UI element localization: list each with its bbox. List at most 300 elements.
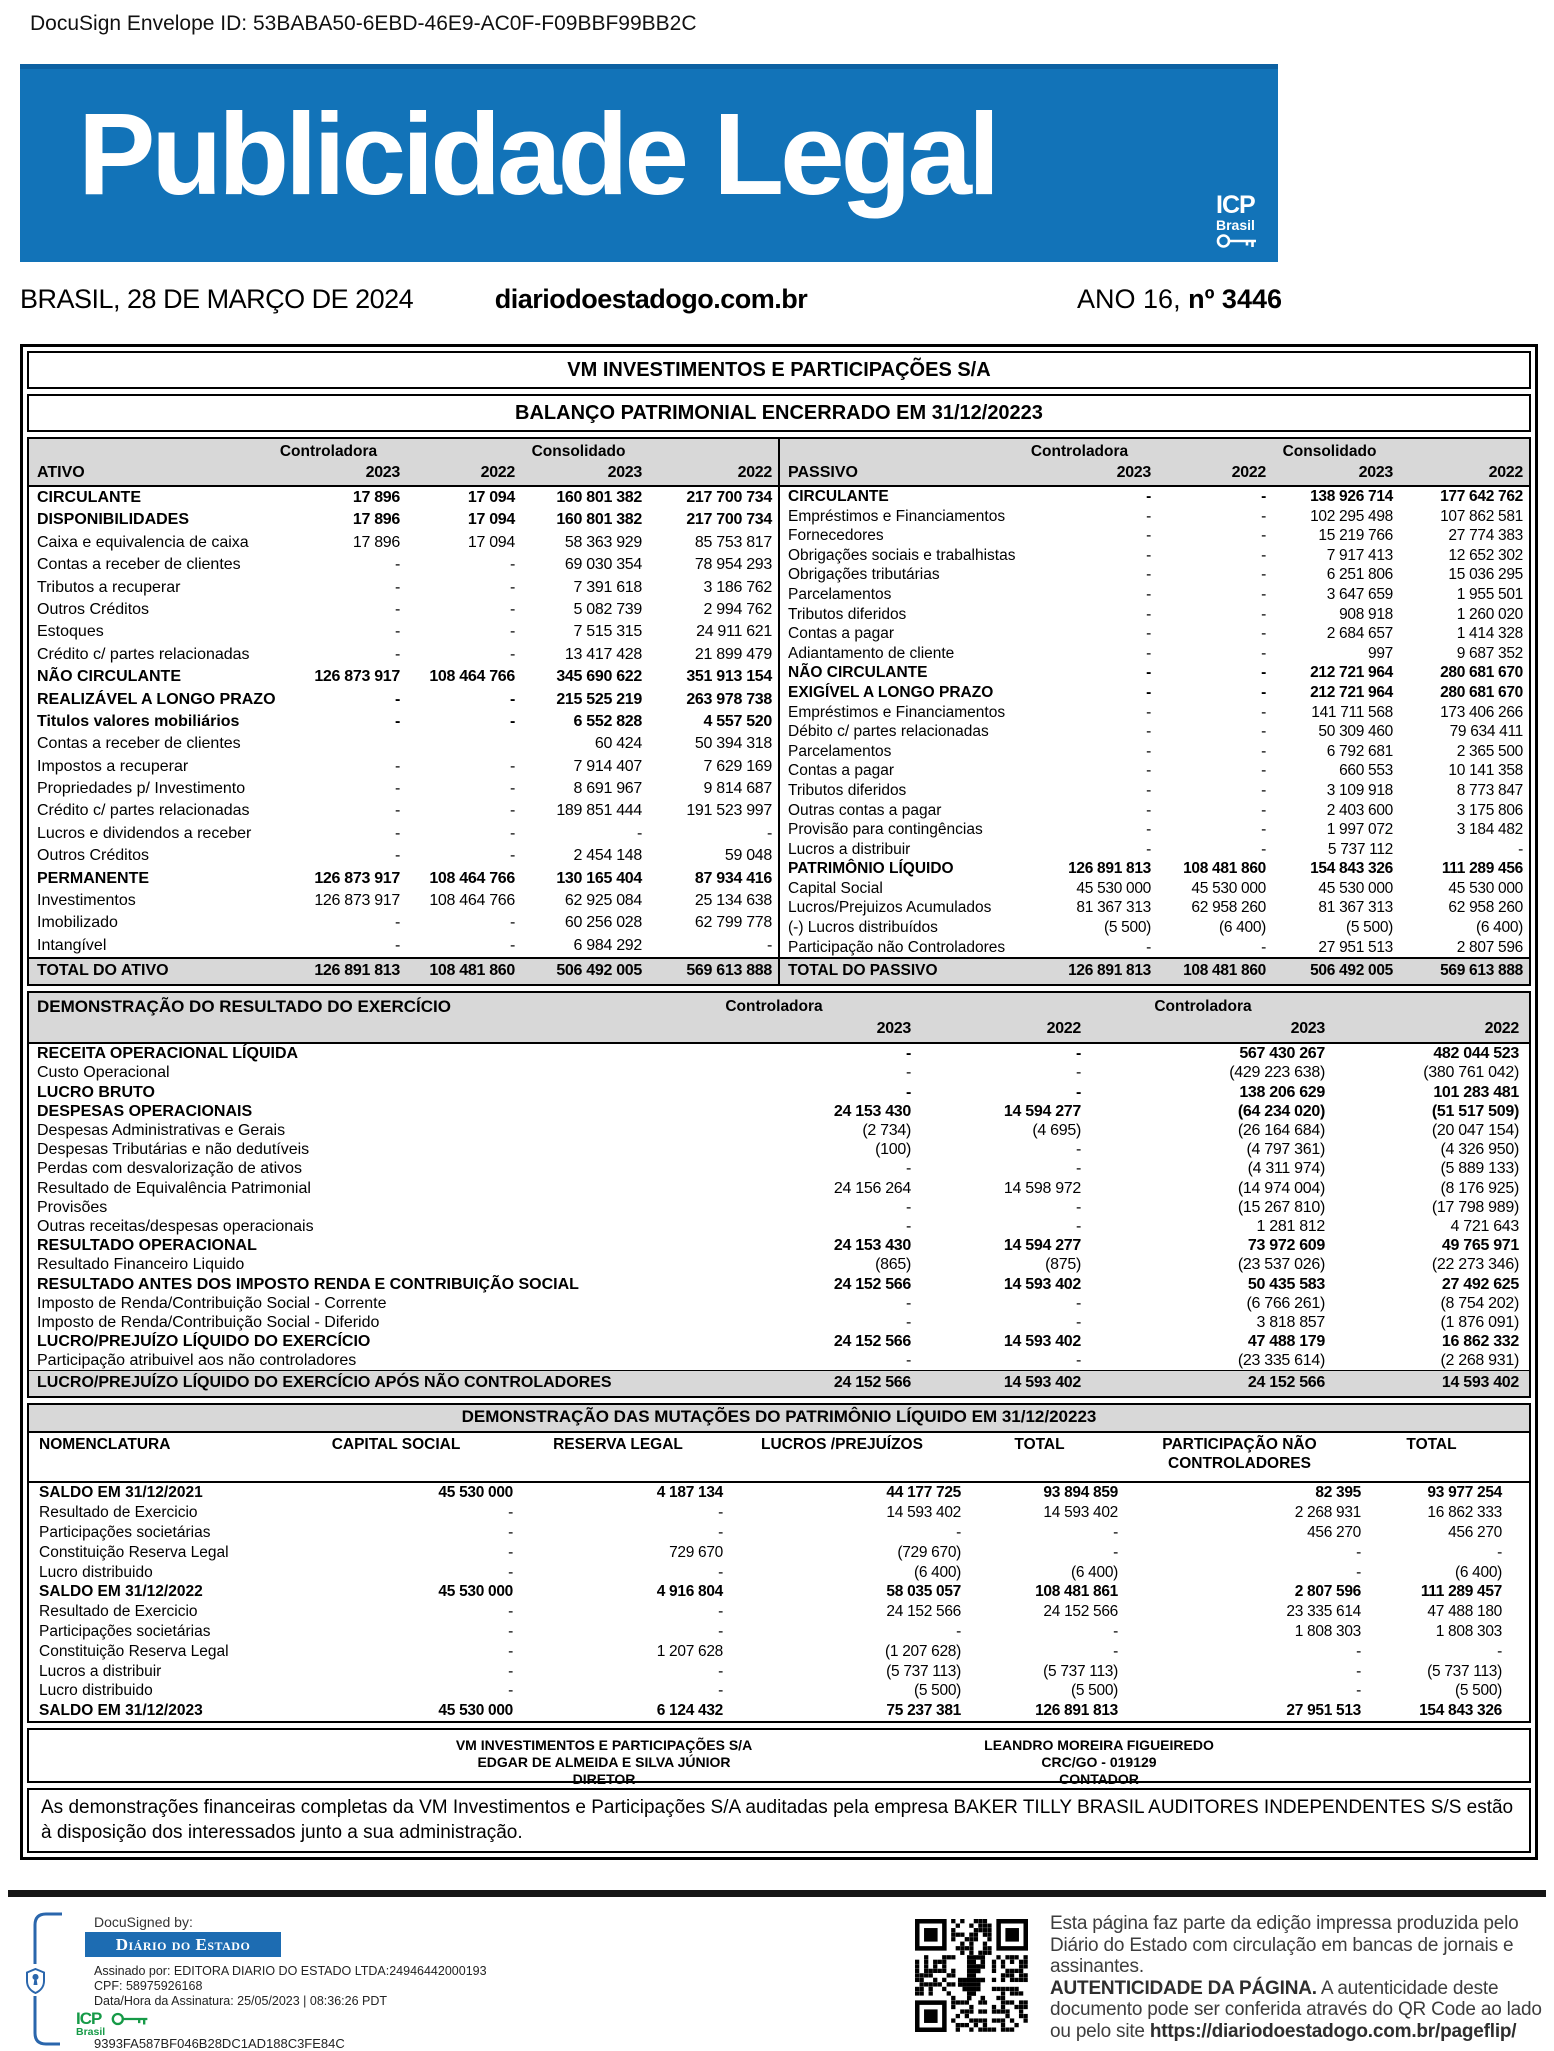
passivo-body — [780, 487, 1529, 957]
cell-value: - — [394, 757, 400, 775]
cell-value: - — [509, 936, 515, 954]
row-label: DISPONIBILIDADES — [37, 511, 190, 529]
row-label: CIRCULANTE — [37, 489, 141, 506]
footer-link: https://diariodoestadogo.com.br/pageflip/ — [1149, 2020, 1517, 2042]
row-label: Adiantamento de cliente — [788, 644, 955, 662]
cell-value: 93 894 859 — [1043, 1484, 1118, 1502]
cell-value: (4 797 361) — [1246, 1141, 1325, 1159]
cell-value: - — [1261, 507, 1266, 525]
table-row — [780, 487, 1529, 507]
cell-value: - — [1146, 840, 1151, 858]
cell-value: 81 367 313 — [1076, 899, 1151, 917]
row-label: Obrigações sociais e trabalhistas — [788, 546, 1016, 564]
cell-value: - — [1261, 644, 1266, 662]
table-row — [780, 959, 1529, 984]
cell-value: - — [1261, 801, 1266, 819]
cell-value: - — [508, 1623, 513, 1641]
cell-value: - — [1146, 625, 1151, 643]
cell-value: 62 925 084 — [564, 892, 642, 910]
cell-value: 14 598 972 — [1003, 1179, 1081, 1197]
row-label: Perdas com desvalorização de ativos — [37, 1160, 303, 1178]
cell-value: - — [766, 824, 772, 842]
cell-value: 3 184 482 — [1456, 821, 1523, 839]
table-row — [29, 778, 778, 800]
row-label: RESULTADO OPERACIONAL — [37, 1237, 257, 1255]
cell-value: (2 734) — [862, 1122, 911, 1139]
cell-value: 2 454 148 — [573, 847, 642, 865]
cell-value: 62 958 260 — [1191, 899, 1266, 917]
cell-value: 50 435 583 — [1247, 1275, 1325, 1293]
cell-value: - — [1261, 781, 1266, 799]
table-row — [780, 683, 1529, 703]
row-label: LUCRO/PREJUÍZO LÍQUIDO DO EXERCÍCIO APÓS NÃO CONTROLADORES — [37, 1374, 612, 1392]
table-row — [29, 1255, 1529, 1274]
row-label: Resultado Financeiro Liquido — [37, 1256, 245, 1274]
table-row — [780, 918, 1529, 938]
cell-value: 27 951 513 — [1318, 938, 1393, 956]
cell-value: 24 153 430 — [833, 1102, 911, 1120]
cell-value: 59 048 — [724, 847, 772, 865]
table-row — [29, 935, 778, 957]
row-label: SALDO EM 31/12/2021 — [39, 1484, 203, 1502]
row-label: Resultado de Equivalência Patrimonial — [37, 1179, 311, 1197]
cell-value: 75 237 381 — [886, 1702, 961, 1720]
row-label: Caixa e equivalencia de caixa — [37, 533, 249, 551]
table-row — [29, 800, 778, 822]
cell-value: 16 862 332 — [1441, 1333, 1519, 1351]
cell-value: 13 417 428 — [564, 645, 642, 663]
cell-value: 9 687 352 — [1456, 644, 1523, 662]
cell-value: 7 391 618 — [573, 578, 642, 596]
cell-value: (5 737 113) — [1427, 1662, 1502, 1680]
cell-value: - — [509, 690, 515, 708]
cell-value: - — [1356, 1543, 1361, 1561]
row-label: PERMANENTE — [37, 869, 150, 887]
cell-value: 1 414 328 — [1456, 625, 1523, 643]
table-row — [780, 938, 1529, 958]
cell-value: - — [718, 1603, 723, 1621]
cell-value: - — [1261, 762, 1266, 780]
cell-value: 60 256 028 — [564, 914, 642, 932]
cell-value: 217 700 734 — [686, 489, 772, 506]
cell-value: 24 152 566 — [833, 1333, 911, 1351]
table-row — [29, 823, 778, 845]
table-row — [29, 1159, 1529, 1178]
table-row — [29, 1503, 1529, 1523]
ativo-total-row — [29, 957, 778, 984]
signature-left: VM INVESTIMENTOS E PARTICIPAÇÕES S/A EDGAR DE ALMEIDA E SILVA JÚNIOR DIRETOR — [455, 1737, 753, 1787]
cell-value: - — [1146, 683, 1151, 701]
cell-value: - — [905, 1083, 911, 1101]
balance-sheet-table — [27, 437, 1531, 986]
cell-value: 7 515 315 — [573, 623, 642, 641]
row-label: Despesas Administrativas e Gerais — [37, 1122, 286, 1139]
cell-value: 3 818 857 — [1256, 1313, 1325, 1331]
cell-value: 569 613 888 — [1440, 962, 1523, 980]
cell-value: 111 289 456 — [1441, 860, 1523, 878]
table-row — [29, 1313, 1529, 1332]
cell-value: 6 984 292 — [573, 936, 642, 954]
row-label: Outras receitas/despesas operacionais — [37, 1217, 314, 1235]
table-row — [29, 1523, 1529, 1543]
table-row — [29, 1294, 1529, 1313]
table-row — [29, 1602, 1529, 1622]
cell-value: - — [1356, 1642, 1361, 1660]
cell-value: 17 896 — [352, 533, 400, 551]
cell-value: 10 141 358 — [1448, 762, 1523, 780]
mutacoes-table — [27, 1403, 1531, 1723]
row-label: (-) Lucros distribuídos — [788, 919, 938, 937]
cell-value: 45 530 000 — [438, 1484, 513, 1502]
table-row — [29, 868, 778, 890]
qr-code — [915, 1918, 1028, 2033]
dre-table — [27, 991, 1531, 1398]
cell-value: 108 481 861 — [1035, 1583, 1118, 1601]
cell-value: 126 891 813 — [314, 962, 400, 980]
cell-value: - — [1497, 1642, 1502, 1660]
table-row — [780, 840, 1529, 860]
cell-value: 7 629 169 — [703, 757, 772, 775]
cell-value: - — [718, 1524, 723, 1542]
table-row — [780, 879, 1529, 899]
cell-value: 24 152 566 — [1247, 1374, 1325, 1392]
cell-value: - — [1261, 723, 1266, 741]
table-row — [29, 644, 778, 666]
cell-value: (875) — [1045, 1256, 1081, 1274]
signature-name-box: Diário do Estado — [85, 1932, 281, 1957]
cell-value: 154 843 326 — [1419, 1702, 1502, 1720]
cell-value: 189 851 444 — [556, 802, 642, 820]
cell-value: - — [508, 1563, 513, 1581]
row-label: Contas a pagar — [788, 625, 894, 643]
cell-value: - — [1146, 488, 1151, 505]
cell-value: - — [1146, 781, 1151, 799]
table-row — [29, 1582, 1529, 1602]
cell-value: (22 273 346) — [1431, 1256, 1519, 1274]
cell-value: - — [1113, 1642, 1118, 1660]
table-row — [780, 703, 1529, 723]
cell-value: (51 517 509) — [1431, 1102, 1519, 1120]
cell-value: - — [1075, 1160, 1081, 1178]
separator-rule — [8, 1890, 1546, 1897]
cell-value: 6 124 432 — [656, 1702, 723, 1720]
cell-value: 506 492 005 — [1310, 962, 1393, 980]
cell-value: 58 363 929 — [564, 533, 642, 551]
table-row — [29, 890, 778, 912]
table-row — [29, 1370, 1529, 1396]
cell-value: - — [1261, 742, 1266, 760]
cell-value: - — [1146, 938, 1151, 956]
cell-value: 997 — [1368, 644, 1393, 662]
table-row — [29, 733, 778, 755]
table-row — [29, 1681, 1529, 1701]
cell-value: - — [718, 1662, 723, 1680]
cell-value: - — [394, 600, 400, 618]
cell-value: (6 400) — [913, 1563, 961, 1581]
cell-value: 126 873 917 — [314, 892, 400, 910]
table-row — [780, 526, 1529, 546]
cell-value: (2 268 931) — [1440, 1352, 1519, 1370]
cell-value: 50 394 318 — [694, 735, 772, 753]
cell-value: 82 395 — [1315, 1484, 1361, 1502]
cell-value: 108 481 860 — [1183, 860, 1266, 878]
table-row — [780, 781, 1529, 801]
cell-value: - — [1261, 585, 1266, 603]
cell-value: 2 807 596 — [1456, 938, 1523, 956]
cell-value: 45 530 000 — [1076, 879, 1151, 897]
cell-value: (380 761 042) — [1423, 1064, 1519, 1082]
cell-value: - — [508, 1504, 513, 1522]
cell-value: 45 530 000 — [438, 1702, 513, 1720]
cell-value: (5 500) — [913, 1682, 961, 1700]
cell-value: - — [394, 645, 400, 663]
row-label: NÃO CIRCULANTE — [37, 668, 181, 686]
cell-value: - — [509, 645, 515, 663]
cell-value: 9 814 687 — [703, 780, 772, 798]
cell-value: 14 593 402 — [1441, 1374, 1519, 1392]
cell-value: - — [1075, 1313, 1081, 1331]
table-row — [29, 1275, 1529, 1294]
table-row — [29, 1662, 1529, 1682]
cell-value: - — [1261, 664, 1266, 682]
cell-value: 160 801 382 — [556, 489, 642, 506]
cell-value: - — [905, 1217, 911, 1235]
cell-value: 69 030 354 — [564, 556, 642, 574]
row-label: Fornecedores — [788, 527, 884, 545]
table-row — [29, 1351, 1529, 1370]
table-row — [29, 1642, 1529, 1662]
cell-value: 14 593 402 — [1003, 1374, 1081, 1392]
row-label: Propriedades p/ Investimento — [37, 780, 246, 798]
table-row — [29, 1543, 1529, 1563]
cell-value: 2 684 657 — [1326, 625, 1393, 643]
cell-value: - — [905, 1294, 911, 1312]
cell-value: - — [509, 914, 515, 932]
row-label: Investimentos — [37, 892, 136, 910]
site-url: diariodoestadogo.com.br — [494, 284, 808, 314]
banner-title: Publicidade Legal — [78, 89, 997, 219]
signer-info: Assinado por: EDITORA DIARIO DO ESTADO LTDA:24946442000193 — [94, 1964, 487, 1978]
row-label: Provisão para contingências — [788, 821, 983, 839]
cell-value: 1 260 020 — [1456, 605, 1523, 623]
cell-value: 160 801 382 — [556, 511, 642, 529]
icp-brasil-logo — [1216, 193, 1260, 250]
cell-value: 93 977 254 — [1427, 1484, 1502, 1502]
cell-value: 81 367 313 — [1318, 899, 1393, 917]
cell-value: 2 994 762 — [703, 600, 772, 618]
cell-value: 212 721 964 — [1310, 664, 1393, 682]
cell-value: - — [1075, 1217, 1081, 1235]
cell-value: - — [1075, 1083, 1081, 1101]
cell-value: - — [1075, 1141, 1081, 1159]
cell-value: 24 152 566 — [886, 1603, 961, 1621]
cell-value: 1 997 072 — [1326, 821, 1393, 839]
cell-value: - — [1146, 546, 1151, 564]
table-row — [29, 1563, 1529, 1583]
cell-value: - — [1146, 742, 1151, 760]
row-label: Constituição Reserva Legal — [39, 1543, 229, 1561]
row-label: Provisões — [37, 1198, 108, 1216]
table-row — [29, 554, 778, 576]
cell-value: 60 424 — [594, 735, 642, 753]
row-label: Participações societárias — [39, 1524, 211, 1542]
cell-value: - — [394, 936, 400, 954]
cell-value: - — [1146, 644, 1151, 662]
cell-value: 177 642 762 — [1440, 488, 1523, 505]
table-row — [29, 577, 778, 599]
passivo-column-header: Controladora Consolidado PASSIVO 2023 2022 2023 2022 — [780, 439, 1529, 487]
row-label: PATRIMÔNIO LÍQUIDO — [788, 860, 954, 878]
cell-value: - — [509, 802, 515, 820]
cell-value: 154 843 326 — [1310, 860, 1393, 878]
cell-value: 2 365 500 — [1456, 742, 1523, 760]
row-label: Impostos a recuperar — [37, 757, 189, 775]
cell-value: 23 335 614 — [1286, 1603, 1361, 1621]
cell-value: 138 206 629 — [1239, 1083, 1325, 1101]
cell-value: 24 152 566 — [833, 1275, 911, 1293]
cell-value: - — [394, 802, 400, 820]
cell-value: 8 691 967 — [573, 780, 642, 798]
row-label: Participações societárias — [39, 1623, 211, 1641]
cell-value: (8 176 925) — [1440, 1179, 1519, 1197]
cell-value: 280 681 670 — [1440, 664, 1523, 682]
cell-value: 3 109 918 — [1326, 781, 1393, 799]
cell-value: - — [718, 1623, 723, 1641]
ativo-table — [29, 439, 778, 984]
cell-value: 14 593 402 — [1003, 1275, 1081, 1293]
cell-value: - — [1261, 527, 1266, 545]
cell-value: 21 899 479 — [694, 645, 772, 663]
signature-datetime: Data/Hora da Assinatura: 25/05/2023 | 08:36:26 PDT — [94, 1994, 388, 2008]
cell-value: - — [394, 690, 400, 708]
cell-value: 17 094 — [467, 511, 515, 529]
main-frame — [20, 344, 1538, 1860]
cell-value: - — [1146, 605, 1151, 623]
cell-value: - — [1356, 1662, 1361, 1680]
cell-value: - — [1146, 585, 1151, 603]
row-label: Débito c/ partes relacionadas — [788, 723, 989, 741]
cell-value: - — [394, 780, 400, 798]
table-row — [29, 756, 778, 778]
company-title: VM INVESTIMENTOS E PARTICIPAÇÕES S/A — [27, 351, 1531, 389]
cell-value: - — [509, 712, 515, 730]
row-label: Tributos diferidos — [788, 605, 907, 623]
row-label: TOTAL DO PASSIVO — [788, 962, 938, 980]
row-label: NÃO CIRCULANTE — [788, 664, 928, 682]
row-label: Titulos valores mobiliários — [37, 712, 240, 730]
dre-title: DEMONSTRAÇÃO DO RESULTADO DO EXERCÍCIO — [37, 997, 451, 1017]
row-label: REALIZÁVEL A LONGO PRAZO — [37, 690, 276, 708]
cell-value: - — [1146, 723, 1151, 741]
table-row — [29, 912, 778, 934]
cell-value: - — [1113, 1543, 1118, 1561]
icp-brasil-label: Brasil — [1216, 217, 1255, 233]
cell-value: 17 094 — [467, 533, 515, 551]
cell-value: 456 270 — [1448, 1524, 1502, 1542]
row-label: SALDO EM 31/12/2023 — [39, 1702, 203, 1720]
cell-value: - — [1261, 566, 1266, 584]
table-row — [780, 742, 1529, 762]
cell-value: 3 175 806 — [1456, 801, 1523, 819]
cell-value: (100) — [875, 1141, 911, 1159]
cell-value: - — [508, 1662, 513, 1680]
cell-value: (5 737 113) — [1043, 1662, 1118, 1680]
row-label: Crédito c/ partes relacionadas — [37, 645, 250, 663]
table-row — [29, 1483, 1529, 1503]
signature-right: LEANDRO MOREIRA FIGUEIREDO CRC/GO - 019129 CONTADOR — [984, 1737, 1214, 1787]
cell-value: (1 207 628) — [885, 1642, 961, 1660]
table-row — [29, 1044, 1529, 1063]
cell-value: (26 164 684) — [1237, 1122, 1325, 1139]
cell-value: (4 311 974) — [1247, 1160, 1325, 1178]
row-label: Tributos diferidos — [788, 781, 907, 799]
cell-value: 62 799 778 — [694, 914, 772, 932]
cell-value: (429 223 638) — [1229, 1064, 1325, 1082]
table-row — [780, 644, 1529, 664]
table-row — [29, 1179, 1529, 1198]
row-label: SALDO EM 31/12/2022 — [39, 1583, 203, 1601]
cell-value: (64 234 020) — [1237, 1102, 1325, 1120]
mutacoes-title: DEMONSTRAÇÃO DAS MUTAÇÕES DO PATRIMÔNIO LÍQUIDO EM 31/12/20223 — [29, 1405, 1529, 1433]
row-label: Outras contas a pagar — [788, 801, 942, 819]
cell-value: 280 681 670 — [1440, 683, 1523, 701]
cell-value: 17 896 — [352, 489, 400, 506]
passivo-total-row — [780, 957, 1529, 984]
cell-value: 108 464 766 — [429, 668, 515, 686]
dre-body — [29, 1044, 1529, 1396]
cell-value: 14 594 277 — [1003, 1237, 1081, 1255]
table-row — [29, 1198, 1529, 1217]
table-row — [780, 859, 1529, 879]
cell-value: 263 978 738 — [686, 690, 772, 708]
cell-value: 27 774 383 — [1448, 527, 1523, 545]
cell-value: 45 530 000 — [1318, 879, 1393, 897]
cell-value: 126 891 813 — [1035, 1702, 1118, 1720]
cell-value: 108 464 766 — [429, 869, 515, 887]
cell-value: 47 488 179 — [1247, 1333, 1325, 1351]
row-label: RESULTADO ANTES DOS IMPOSTO RENDA E CONTRIBUIÇÃO SOCIAL — [37, 1275, 579, 1293]
cell-value: 111 289 457 — [1420, 1583, 1502, 1601]
cell-value: 1 955 501 — [1456, 585, 1523, 603]
cell-value: - — [1261, 683, 1266, 701]
table-row — [780, 585, 1529, 605]
row-label: Resultado de Exercicio — [39, 1504, 198, 1522]
table-row — [780, 820, 1529, 840]
table-row — [780, 546, 1529, 566]
cell-value: - — [509, 780, 515, 798]
table-row — [29, 845, 778, 867]
cell-value: (6 400) — [1475, 919, 1523, 937]
cell-value: - — [394, 824, 400, 842]
shield-icon — [26, 1968, 45, 1994]
cell-value: - — [905, 1352, 911, 1370]
row-label: DESPESAS OPERACIONAIS — [37, 1102, 253, 1120]
cell-value: (5 889 133) — [1440, 1160, 1519, 1178]
cell-value: 6 792 681 — [1326, 742, 1393, 760]
cell-value: - — [509, 757, 515, 775]
cell-value: 506 492 005 — [556, 962, 642, 980]
cell-value: - — [508, 1682, 513, 1700]
report-title: BALANÇO PATRIMONIAL ENCERRADO EM 31/12/20223 — [27, 394, 1531, 432]
row-label: Custo Operacional — [37, 1064, 170, 1082]
mutacoes-column-header: NOMENCLATURA CAPITAL SOCIAL RESERVA LEGAL LUCROS /PREJUÍZOS TOTAL PARTICIPAÇÃO NÃO CONTROLADORES TOTAL — [29, 1433, 1529, 1483]
cell-value: - — [718, 1504, 723, 1522]
cell-value: 138 926 714 — [1310, 488, 1393, 505]
row-label: LUCRO/PREJUÍZO LÍQUIDO DO EXERCÍCIO — [37, 1333, 371, 1351]
cell-value: 1 281 812 — [1256, 1217, 1325, 1235]
cell-value: - — [718, 1563, 723, 1581]
cell-value: 45 530 000 — [438, 1583, 513, 1601]
